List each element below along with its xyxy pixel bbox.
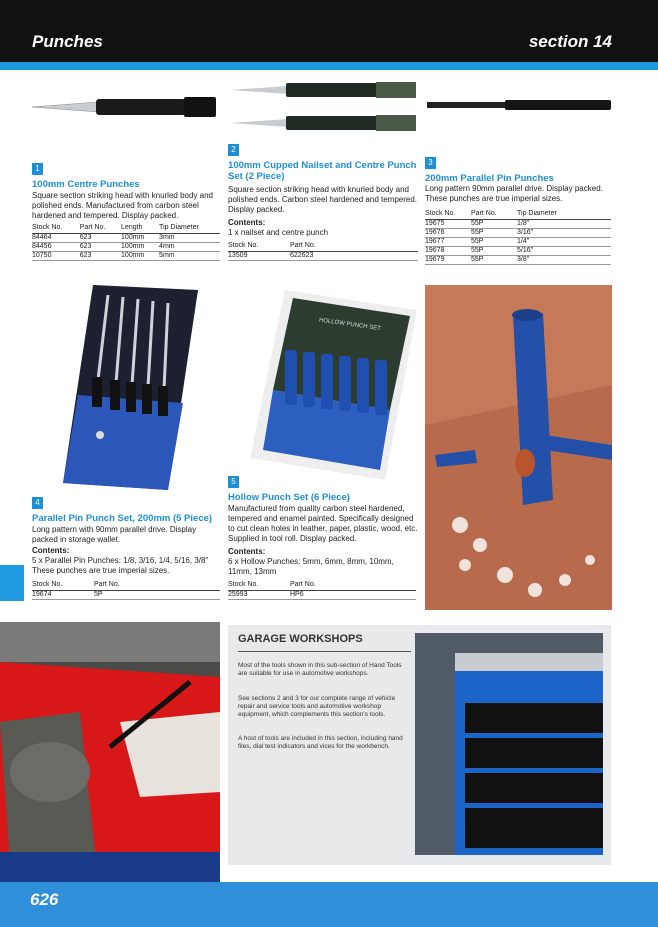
table-cell: 623 bbox=[80, 243, 121, 252]
nailset-punch-image bbox=[228, 78, 418, 138]
table-row bbox=[425, 256, 611, 265]
table-row bbox=[228, 591, 416, 600]
product-description-3: Long pattern 90mm parallel drive. Display packed. These punches are true imperial sizes. bbox=[425, 184, 603, 203]
table-cell: 19679 bbox=[425, 256, 471, 265]
divider bbox=[238, 651, 411, 652]
table-cell: 19675 bbox=[425, 220, 471, 229]
header-accent-bar bbox=[0, 62, 658, 70]
product-spec-table-2 bbox=[228, 242, 418, 261]
workshop-photo bbox=[0, 622, 220, 882]
product-description-5: Manufactured from quality carbon steel hardened, tempered and enamel painted. Specifically designed to cut clean holes in leather, paper, plastic, wood, etc. Supplied in tool roll. Display packed. bbox=[228, 504, 418, 543]
table-cell: 3/16" bbox=[517, 229, 611, 238]
table-cell: 3/8" bbox=[517, 256, 611, 265]
product-badge-3: 3 bbox=[425, 157, 436, 169]
garage-workshops-title: GARAGE WORKSHOPS bbox=[238, 633, 363, 645]
table-cell: 19678 bbox=[425, 247, 471, 256]
garage-paragraph: See sections 2 and 3 for our complete range of vehicle repair and service tools and automotive workshop equipment, which complements this section's tools. bbox=[238, 695, 396, 718]
pin-punch-wallet-image bbox=[58, 285, 203, 490]
table-cell: 10750 bbox=[32, 252, 80, 261]
table-cell: 5mm bbox=[159, 252, 220, 261]
table-cell: 19676 bbox=[425, 229, 471, 238]
product-spec-table-5 bbox=[228, 581, 416, 600]
product-spec-table-3 bbox=[425, 210, 611, 265]
table-cell: HP6 bbox=[290, 591, 416, 600]
table-row bbox=[32, 591, 220, 600]
page-header bbox=[0, 0, 658, 62]
table-cell: 1/4" bbox=[517, 238, 611, 247]
table-cell: 84456 bbox=[32, 243, 80, 252]
product-title-1: 100mm Centre Punches bbox=[32, 179, 140, 190]
table-row bbox=[425, 229, 611, 238]
product-badge-1: 1 bbox=[32, 163, 43, 175]
contents-label-4: Contents: bbox=[32, 546, 70, 555]
parallel-pin-punch-image bbox=[425, 95, 615, 117]
table-row bbox=[425, 247, 611, 256]
table-row bbox=[32, 243, 220, 252]
product-badge-2: 2 bbox=[228, 144, 239, 156]
page-footer bbox=[0, 882, 658, 927]
contents-text-4: 5 x Parallel Pin Punches: 1/8, 3/16, 1/4, 5/16, 3/8" These punches are true imperial sizes. bbox=[32, 556, 209, 575]
tool-chest-photo bbox=[415, 633, 603, 855]
table-cell: 4mm bbox=[159, 243, 220, 252]
table-row bbox=[425, 238, 611, 247]
column-header: Stock No. bbox=[228, 581, 290, 591]
product-spec-table-4 bbox=[32, 581, 220, 600]
product-description-2: Square section striking head with knurled body and polished ends. Carbon steel hardened and tempered. Display packed. bbox=[228, 185, 418, 214]
table-cell: 623 bbox=[80, 234, 121, 243]
contents-text-5: 6 x Hollow Punches: 5mm, 6mm, 8mm, 10mm, 11mm, 13mm bbox=[228, 557, 394, 576]
table-cell: 3mm bbox=[159, 234, 220, 243]
table-cell: 55P bbox=[471, 229, 517, 238]
column-header: Part No. bbox=[290, 242, 418, 252]
garage-paragraph: Most of the tools shown in this sub-section of Hand Tools are suitable for use in automotive workshops. bbox=[238, 662, 402, 677]
column-header: Stock No. bbox=[425, 210, 471, 220]
product-title-5: Hollow Punch Set (6 Piece) bbox=[228, 492, 350, 503]
contents-label-5: Contents: bbox=[228, 547, 266, 556]
product-description-4: Long pattern with 90mm parallel drive. Display packed in storage wallet. bbox=[32, 525, 197, 544]
product-badge-4: 4 bbox=[32, 497, 43, 509]
table-cell: 55P bbox=[471, 256, 517, 265]
table-cell: 55P bbox=[471, 220, 517, 229]
column-header: Stock No. bbox=[228, 242, 290, 252]
table-cell: 19677 bbox=[425, 238, 471, 247]
table-row bbox=[425, 220, 611, 229]
column-header: Tip Diameter bbox=[517, 210, 611, 220]
product-title-3: 200mm Parallel Pin Punches bbox=[425, 173, 554, 184]
table-cell: 623 bbox=[80, 252, 121, 261]
hollow-punch-in-use-photo bbox=[425, 285, 612, 610]
section-side-tab bbox=[0, 565, 24, 601]
table-cell: 100mm bbox=[121, 252, 159, 261]
page-number: 626 bbox=[30, 890, 59, 909]
table-cell: 55P bbox=[471, 247, 517, 256]
hollow-punch-roll-image bbox=[245, 290, 420, 480]
column-header: Part No. bbox=[290, 581, 416, 591]
table-row bbox=[32, 252, 220, 261]
column-header: Part No. bbox=[94, 581, 220, 591]
table-cell: 5/16" bbox=[517, 247, 611, 256]
product-badge-5: 5 bbox=[228, 476, 239, 488]
column-header: Stock No. bbox=[32, 581, 94, 591]
table-cell: 55P bbox=[471, 238, 517, 247]
column-header: Part No. bbox=[80, 224, 121, 234]
table-cell: 13509 bbox=[228, 252, 290, 261]
product-title-2: 100mm Cupped Nailset and Centre Punch Set (2 Piece) bbox=[228, 160, 417, 182]
garage-workshops-box bbox=[228, 625, 611, 865]
table-cell: 19674 bbox=[32, 591, 94, 600]
section-number-title: section 14 bbox=[528, 32, 612, 51]
product-spec-table-1 bbox=[32, 224, 220, 261]
column-header: Part No. bbox=[471, 210, 517, 220]
table-cell: 5P bbox=[94, 591, 220, 600]
table-row bbox=[32, 234, 220, 243]
column-header: Length bbox=[121, 224, 159, 234]
column-header: Stock No. bbox=[32, 224, 80, 234]
table-cell: 84464 bbox=[32, 234, 80, 243]
table-cell: 100mm bbox=[121, 243, 159, 252]
table-row bbox=[228, 252, 418, 261]
contents-text-2: 1 x nailset and centre punch bbox=[228, 228, 329, 237]
contents-label-2: Contents: bbox=[228, 218, 266, 227]
table-cell: 1/8" bbox=[517, 220, 611, 229]
product-description-1: Square section striking head with knurled body and polished ends. Manufactured from carbon steel hardened and tempered. Display packed. bbox=[32, 191, 213, 220]
garage-paragraph: A host of tools are included in this section, including hand files, dial test indicators and vices for the workbench. bbox=[238, 735, 403, 750]
column-header: Tip Diameter bbox=[159, 224, 220, 234]
section-category-title: Punches bbox=[32, 32, 103, 51]
svg-text:HOLLOW PUNCH SET: HOLLOW PUNCH SET bbox=[318, 317, 382, 333]
table-cell: 25993 bbox=[228, 591, 290, 600]
product-title-4: Parallel Pin Punch Set, 200mm (5 Piece) bbox=[32, 513, 213, 524]
table-cell: 100mm bbox=[121, 234, 159, 243]
centre-punch-image bbox=[28, 90, 220, 125]
table-cell: 622623 bbox=[290, 252, 418, 261]
